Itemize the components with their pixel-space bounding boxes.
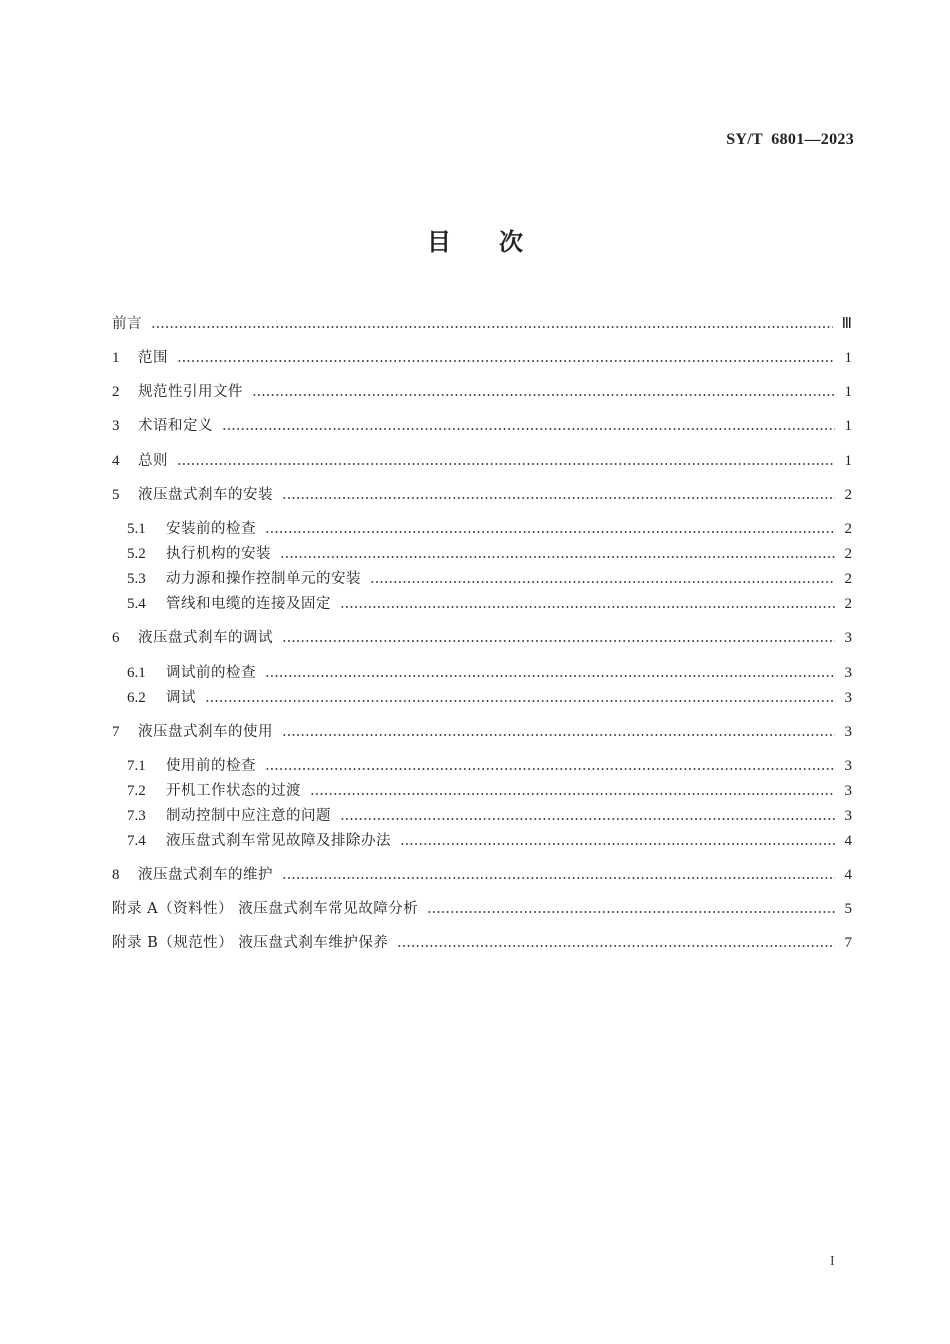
toc-entry-7-4[interactable] bbox=[127, 830, 852, 852]
toc-entry-number: 5.3 bbox=[127, 571, 146, 587]
toc-entry-7[interactable] bbox=[112, 721, 852, 743]
toc-entry-page: 1 bbox=[844, 453, 852, 469]
toc-entry-number: 5 bbox=[112, 487, 120, 503]
toc-entry-title: 调试前的检查 bbox=[166, 665, 256, 681]
toc-entry-3[interactable] bbox=[112, 415, 852, 437]
toc-entry-page: 3 bbox=[844, 808, 852, 824]
toc-leader-dots bbox=[310, 783, 835, 796]
toc-entry-5-3[interactable] bbox=[127, 568, 852, 590]
toc-entry-title: 附录 B（规范性） 液压盘式刹车维护保养 bbox=[112, 935, 389, 951]
toc-leader-dots bbox=[265, 665, 835, 678]
toc-leader-dots bbox=[222, 418, 835, 431]
toc-entry-number: 7.4 bbox=[127, 833, 146, 849]
toc-entry-number: 6.1 bbox=[127, 665, 146, 681]
toc-entry-title: 前言 bbox=[112, 316, 142, 332]
toc-entry-page: 3 bbox=[844, 665, 852, 681]
toc-entry-title: 制动控制中应注意的问题 bbox=[166, 808, 331, 824]
toc-entry-page: 3 bbox=[844, 690, 852, 706]
toc-entry-page: 2 bbox=[844, 487, 852, 503]
toc-entry-title: 液压盘式刹车常见故障及排除办法 bbox=[166, 833, 391, 849]
toc-entry-title: 安装前的检查 bbox=[166, 521, 256, 537]
toc-entry-foreword[interactable] bbox=[112, 313, 852, 335]
toc-leader-dots bbox=[427, 901, 835, 914]
toc-entry-page: 3 bbox=[844, 630, 852, 646]
toc-entry-number: 1 bbox=[112, 350, 120, 366]
toc-entry-page: 3 bbox=[844, 724, 852, 740]
toc-leader-dots bbox=[151, 316, 833, 329]
toc-leader-dots bbox=[252, 384, 835, 397]
toc-entry-number: 7.2 bbox=[127, 783, 146, 799]
toc-entry-title: 附录 A（资料性） 液压盘式刹车常见故障分析 bbox=[112, 901, 419, 917]
toc-entry-5[interactable] bbox=[112, 484, 852, 506]
toc-entry-number: 7.3 bbox=[127, 808, 146, 824]
toc-leader-dots bbox=[370, 571, 835, 584]
toc-entry-5-2[interactable] bbox=[127, 543, 852, 565]
toc-entry-number: 3 bbox=[112, 418, 120, 434]
toc-leader-dots bbox=[280, 546, 835, 559]
toc-entry-7-3[interactable] bbox=[127, 805, 852, 827]
toc-entry-page: 4 bbox=[844, 867, 852, 883]
toc-entry-6[interactable] bbox=[112, 627, 852, 649]
toc-entry-6-1[interactable] bbox=[127, 662, 852, 684]
page-number: I bbox=[830, 1254, 835, 1269]
toc-entry-number: 5.1 bbox=[127, 521, 146, 537]
toc-entry-title: 动力源和操作控制单元的安装 bbox=[166, 571, 361, 587]
toc-entry-page: 4 bbox=[844, 833, 852, 849]
toc-entry-title: 使用前的检查 bbox=[166, 758, 256, 774]
toc-entry-4[interactable] bbox=[112, 450, 852, 472]
toc-entry-title: 开机工作状态的过渡 bbox=[166, 783, 301, 799]
standard-code: SY/T 6801—2023 bbox=[726, 131, 854, 148]
toc-entry-page: 5 bbox=[844, 901, 852, 917]
toc-leader-dots bbox=[397, 935, 835, 948]
toc-leader-dots bbox=[282, 724, 835, 737]
toc-entry-page: 2 bbox=[844, 571, 852, 587]
toc-leader-dots bbox=[340, 596, 835, 609]
toc-entry-page: 2 bbox=[844, 546, 852, 562]
toc-entry-page: 2 bbox=[844, 596, 852, 612]
page-title: 目次 bbox=[427, 228, 571, 256]
toc-entry-title: 液压盘式刹车的使用 bbox=[138, 724, 273, 740]
toc-leader-dots bbox=[205, 690, 835, 703]
toc-entry-appendix-b[interactable] bbox=[112, 932, 852, 954]
toc-entry-page: 1 bbox=[844, 418, 852, 434]
toc-entry-5-4[interactable] bbox=[127, 593, 852, 615]
toc-entry-title: 调试 bbox=[166, 690, 196, 706]
toc-entry-title: 规范性引用文件 bbox=[138, 384, 243, 400]
toc-entry-page: Ⅲ bbox=[841, 316, 852, 332]
toc-entry-title: 液压盘式刹车的调试 bbox=[138, 630, 273, 646]
toc-leader-dots bbox=[265, 758, 835, 771]
toc-entry-8[interactable] bbox=[112, 864, 852, 886]
toc-leader-dots bbox=[177, 350, 835, 363]
toc-leader-dots bbox=[282, 867, 835, 880]
toc-entry-number: 7 bbox=[112, 724, 120, 740]
toc-entry-title: 液压盘式刹车的安装 bbox=[138, 487, 273, 503]
toc-entry-number: 2 bbox=[112, 384, 120, 400]
toc-entry-number: 5.4 bbox=[127, 596, 146, 612]
toc-entry-title: 术语和定义 bbox=[138, 418, 213, 434]
toc-entry-page: 1 bbox=[844, 384, 852, 400]
toc-entry-title: 执行机构的安装 bbox=[166, 546, 271, 562]
toc-leader-dots bbox=[340, 808, 835, 821]
toc-entry-5-1[interactable] bbox=[127, 518, 852, 540]
toc-entry-appendix-a[interactable] bbox=[112, 898, 852, 920]
toc-entry-page: 7 bbox=[844, 935, 852, 951]
toc-entry-title: 总则 bbox=[138, 453, 168, 469]
toc-entry-title: 管线和电缆的连接及固定 bbox=[166, 596, 331, 612]
toc-leader-dots bbox=[177, 453, 835, 466]
toc-entry-1[interactable] bbox=[112, 347, 852, 369]
toc-entry-page: 2 bbox=[844, 521, 852, 537]
toc-entry-title: 范围 bbox=[138, 350, 168, 366]
toc-entry-page: 3 bbox=[844, 783, 852, 799]
toc-leader-dots bbox=[400, 833, 835, 846]
toc-leader-dots bbox=[282, 630, 835, 643]
toc-entry-title: 液压盘式刹车的维护 bbox=[138, 867, 273, 883]
toc-leader-dots bbox=[265, 521, 835, 534]
toc-leader-dots bbox=[282, 487, 835, 500]
toc-entry-page: 1 bbox=[844, 350, 852, 366]
toc-entry-number: 4 bbox=[112, 453, 120, 469]
toc-entry-2[interactable] bbox=[112, 381, 852, 403]
toc-entry-7-1[interactable] bbox=[127, 755, 852, 777]
toc-entry-page: 3 bbox=[844, 758, 852, 774]
toc-entry-number: 5.2 bbox=[127, 546, 146, 562]
toc-entry-6-2[interactable] bbox=[127, 687, 852, 709]
toc-entry-number: 8 bbox=[112, 867, 120, 883]
toc-entry-7-2[interactable] bbox=[127, 780, 852, 802]
toc-entry-number: 7.1 bbox=[127, 758, 146, 774]
toc-entry-number: 6.2 bbox=[127, 690, 146, 706]
toc-entry-number: 6 bbox=[112, 630, 120, 646]
